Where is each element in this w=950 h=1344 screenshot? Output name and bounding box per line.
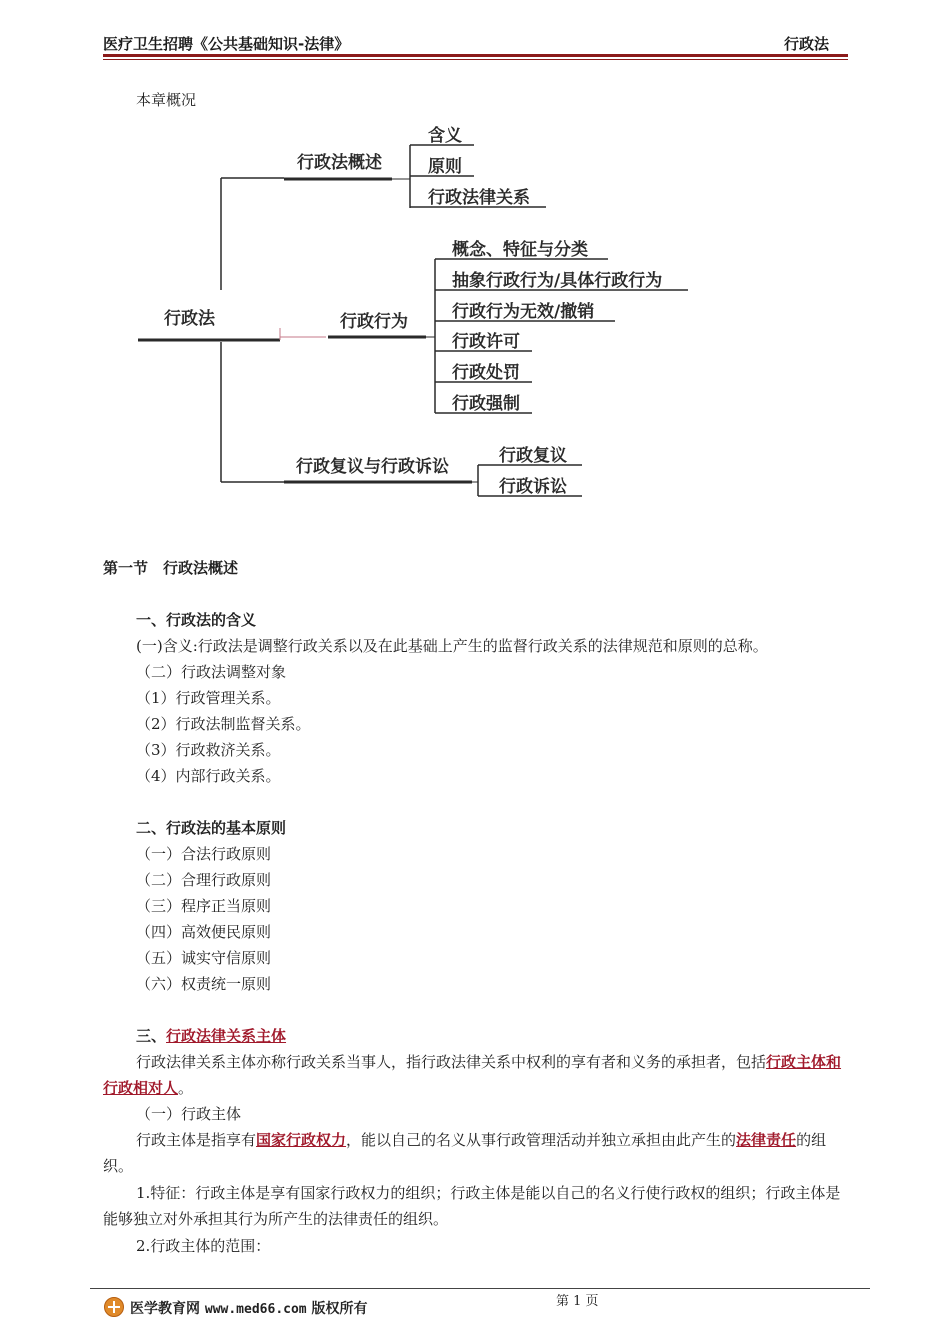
overview-label: 本章概况 — [136, 91, 197, 109]
mindmap-branch1-item: 行政法律关系 — [428, 188, 530, 208]
part3-paragraph-1 — [103, 1049, 850, 1101]
header-right-title: 行政法 — [784, 35, 830, 53]
mindmap-branch2-item: 抽象行政行为/具体行政行为 — [452, 271, 663, 291]
part1-line: （二）行政法调整对象 — [136, 663, 287, 681]
part1-line: （2）行政法制监督关系。 — [136, 715, 311, 733]
mindmap-branch2-item: 行政处罚 — [452, 363, 520, 383]
part3-p1-text: 行政法律关系主体亦称行政关系当事人，指行政法律关系中权利的享有者和义务的承担者，包括 — [136, 1053, 767, 1071]
part2-heading: 二、行政法的基本原则 — [136, 819, 287, 837]
footer-brand — [130, 1298, 368, 1318]
footer-rights: 版权所有 — [311, 1301, 368, 1317]
part3-heading-prefix: 三、 — [136, 1027, 167, 1045]
part2-line: （六）权责统一原则 — [136, 975, 272, 993]
mindmap-branch1-item: 原则 — [428, 157, 462, 177]
part3-p2-link2[interactable]: 法律责任 — [736, 1131, 797, 1149]
footer-rule — [90, 1288, 870, 1289]
footer-brand-name: 医学教育网 — [130, 1301, 200, 1317]
part2-line: （三）程序正当原则 — [136, 897, 272, 915]
footer-page-number: 第 1 页 — [556, 1294, 599, 1309]
part2-line: （一）合法行政原则 — [136, 845, 272, 863]
part2-line: （四）高效便民原则 — [136, 923, 272, 941]
part3-sub-heading: （一）行政主体 — [136, 1105, 242, 1123]
mindmap-branch2-item: 行政行为无效/撤销 — [452, 302, 595, 322]
part1-line: （3）行政救济关系。 — [136, 741, 281, 759]
part3-p2-a: 行政主体是指享有 — [136, 1131, 257, 1149]
mindmap-branch1-item: 含义 — [428, 126, 462, 146]
mindmap-root: 行政法 — [164, 309, 215, 329]
part1-line: （4）内部行政关系。 — [136, 767, 281, 785]
part3-p1-end: 。 — [178, 1079, 194, 1097]
part3-paragraph-2 — [103, 1127, 850, 1179]
part3-p2-c: 的组织。 — [103, 1131, 827, 1175]
mindmap-branch2-item: 行政强制 — [452, 394, 520, 414]
mindmap-branch2-item: 概念、特征与分类 — [452, 240, 588, 260]
header-left-title: 医疗卫生招聘《公共基础知识-法律》 — [103, 35, 350, 53]
mindmap-branch3-item: 行政复议 — [499, 446, 567, 466]
part3-paragraph-4: 2.行政主体的范围： — [136, 1237, 271, 1255]
footer-logo-icon — [104, 1297, 124, 1317]
mindmap-branch3-item: 行政诉讼 — [499, 477, 567, 497]
part3-heading — [136, 1026, 286, 1046]
part1-line: （1）行政管理关系。 — [136, 689, 281, 707]
mindmap-branch-review: 行政复议与行政诉讼 — [296, 457, 449, 477]
part3-heading-link[interactable]: 行政法律关系主体 — [166, 1027, 287, 1045]
mindmap-branch-act: 行政行为 — [340, 312, 408, 332]
part3-p1-link[interactable]: 行政主体和行政相对人 — [103, 1053, 842, 1097]
part3-p2-link1[interactable]: 国家行政权力 — [256, 1131, 347, 1149]
part1-heading: 一、行政法的含义 — [136, 611, 257, 629]
part1-line: (一)含义:行政法是调整行政关系以及在此基础上产生的监督行政关系的法律规范和原则的总称。 — [136, 637, 768, 655]
part2-line: （五）诚实守信原则 — [136, 949, 272, 967]
part3-paragraph-3: 1.特征：行政主体是享有国家行政权力的组织；行政主体是能以自己的名义行使行政权的组织；行政主体是能够独立对外承担其行为所产生的法律责任的组织。 — [103, 1184, 841, 1228]
footer-site[interactable]: www.med66.com — [204, 1302, 307, 1317]
mindmap-branch2-item: 行政许可 — [452, 332, 520, 352]
part2-line: （二）合理行政原则 — [136, 871, 272, 889]
part3-p2-b: ，能以自己的名义从事行政管理活动并独立承担由此产生的 — [346, 1131, 737, 1149]
section-title: 第一节 行政法概述 — [103, 559, 239, 577]
mindmap-branch-overview: 行政法概述 — [297, 153, 382, 173]
mindmap — [0, 0, 950, 520]
